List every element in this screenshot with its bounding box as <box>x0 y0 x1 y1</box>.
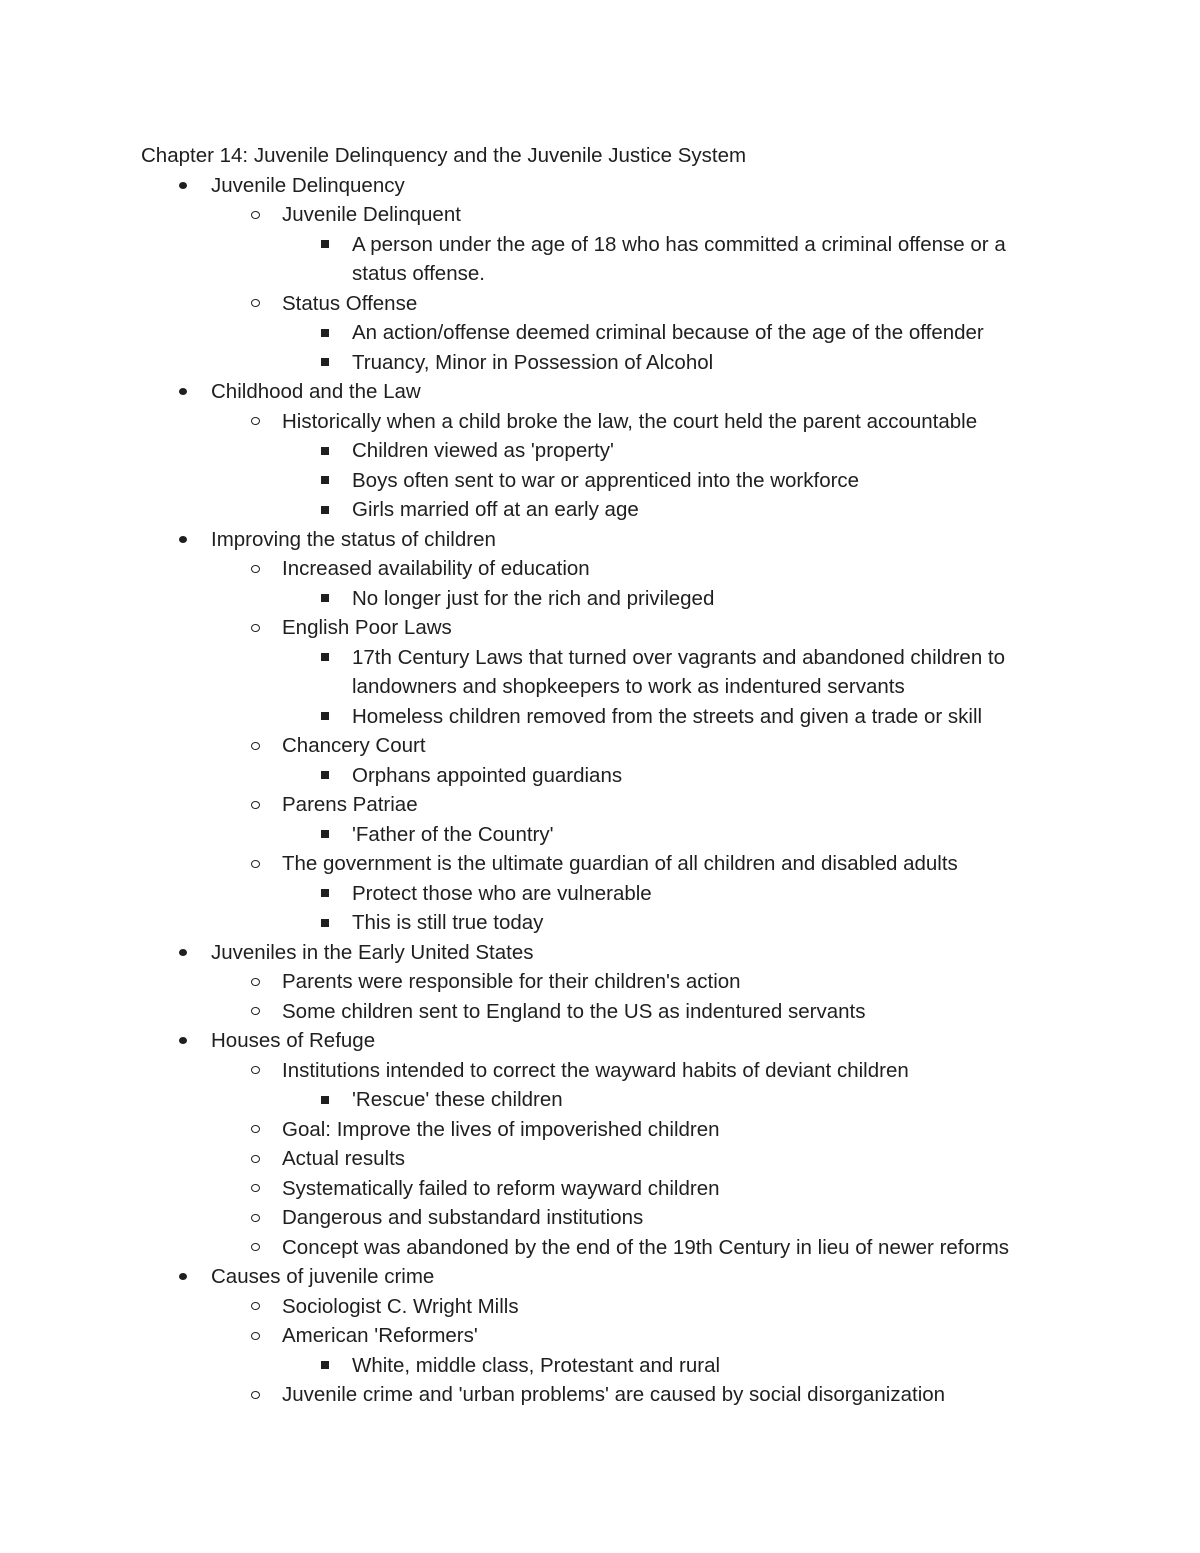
outline-item-level-3 <box>141 643 1061 702</box>
bullet-circle-icon <box>247 289 263 319</box>
outline-item-level-1 <box>141 171 1061 201</box>
outline-item-level-2 <box>141 1321 1061 1351</box>
outline-item-level-3 <box>141 879 1061 909</box>
bullet-circle-icon <box>247 1292 263 1322</box>
bullet-circle-icon <box>247 1321 263 1351</box>
outline-item-level-3 <box>141 436 1061 466</box>
outline-item-text: Sociologist C. Wright Mills <box>282 1294 519 1318</box>
outline-item-text: Institutions intended to correct the wayward habits of deviant children <box>282 1058 909 1082</box>
outline-item-text: This is still true today <box>352 911 544 934</box>
outline-item-text: Status Offense <box>282 291 418 315</box>
document-page <box>141 141 1061 1410</box>
outline-item-text: English Poor Laws <box>282 616 452 639</box>
bullet-circle-icon <box>247 790 263 820</box>
outline-item-level-2 <box>141 1144 1061 1174</box>
outline-item-text: Causes of juvenile crime <box>211 1265 435 1288</box>
outline-item-level-2 <box>141 1203 1061 1233</box>
outline-item-level-3 <box>141 761 1061 791</box>
outline-item-level-2 <box>141 1056 1061 1086</box>
outline-item-level-3 <box>141 702 1061 732</box>
outline-item-text: Concept was abandoned by the end of the 19th Century in lieu of newer reforms <box>282 1235 1010 1259</box>
bullet-circle-icon <box>247 1144 263 1174</box>
outline-item-text: American 'Reformers' <box>282 1324 478 1347</box>
outline-item-text: Parens Patriae <box>282 793 418 816</box>
outline-item-text: An action/offense deemed criminal because of the age of the offender <box>352 321 984 344</box>
bullet-circle-icon <box>247 554 263 584</box>
bullet-circle-icon <box>247 967 263 997</box>
outline-item-text: 'Father of the Country' <box>352 822 554 846</box>
outline-item-level-1 <box>141 377 1061 407</box>
outline-item-level-3 <box>141 820 1061 850</box>
outline-item-text: Some children sent to England to the US as indentured servants <box>282 999 866 1023</box>
document-title: Chapter 14: Juvenile Delinquency and the Juvenile Justice System <box>141 144 747 167</box>
outline-item-text: Parents were responsible for their children's action <box>282 970 741 993</box>
outline-item-text: Orphans appointed guardians <box>352 763 623 787</box>
outline-item-text: Improving the status of children <box>211 527 496 551</box>
bullet-square-icon <box>317 1351 333 1381</box>
bullet-circle-icon <box>247 1203 263 1233</box>
outline-item-level-2 <box>141 407 1061 437</box>
outline-item-level-3 <box>141 466 1061 496</box>
outline-item-level-2 <box>141 200 1061 230</box>
bullet-circle-icon <box>247 997 263 1027</box>
outline-item-level-1 <box>141 1026 1061 1056</box>
outline-list <box>141 171 1061 1410</box>
outline-item-text: 17th Century Laws that turned over vagrants and abandoned children to landowners and shopkeepers to work as indentured servants <box>352 645 1006 698</box>
bullet-square-icon <box>317 466 333 496</box>
outline-item-text: Dangerous and substandard institutions <box>282 1206 644 1229</box>
bullet-circle-icon <box>247 407 263 437</box>
outline-item-level-2 <box>141 554 1061 584</box>
outline-item-level-2 <box>141 289 1061 319</box>
outline-item-text: Childhood and the Law <box>211 380 421 403</box>
bullet-square-icon <box>317 702 333 732</box>
outline-item-text: Children viewed as 'property' <box>352 439 614 462</box>
outline-item-text: Goal: Improve the lives of impoverished children <box>282 1117 720 1141</box>
outline-item-level-1 <box>141 1262 1061 1292</box>
outline-item-text: The government is the ultimate guardian of all children and disabled adults <box>282 852 958 875</box>
bullet-dot-icon <box>175 1262 191 1292</box>
bullet-square-icon <box>317 908 333 938</box>
bullet-square-icon <box>317 436 333 466</box>
outline-item-text: Homeless children removed from the streets and given a trade or skill <box>352 704 983 728</box>
outline-item-text: Juvenile Delinquent <box>282 203 461 226</box>
bullet-square-icon <box>317 820 333 850</box>
bullet-square-icon <box>317 495 333 525</box>
outline-item-level-3 <box>141 1351 1061 1381</box>
outline-item-text: Chancery Court <box>282 734 426 757</box>
bullet-circle-icon <box>247 1380 263 1410</box>
bullet-circle-icon <box>247 1174 263 1204</box>
outline-item-text: Juvenile Delinquency <box>211 173 405 197</box>
outline-item-text: No longer just for the rich and privileged <box>352 586 715 610</box>
outline-item-level-3 <box>141 584 1061 614</box>
outline-item-level-2 <box>141 1292 1061 1322</box>
outline-item-level-2 <box>141 967 1061 997</box>
outline-item-level-1 <box>141 525 1061 555</box>
outline-item-level-2 <box>141 1115 1061 1145</box>
outline-item-text: Historically when a child broke the law, the court held the parent accountable <box>282 409 978 433</box>
outline-item-level-2 <box>141 997 1061 1027</box>
bullet-square-icon <box>317 643 333 673</box>
outline-item-level-3 <box>141 318 1061 348</box>
outline-item-text: A person under the age of 18 who has committed a criminal offense or a status offense. <box>352 232 1006 285</box>
bullet-square-icon <box>317 318 333 348</box>
outline-item-text: Houses of Refuge <box>211 1029 376 1052</box>
outline-item-level-3 <box>141 348 1061 378</box>
outline-item-level-2 <box>141 731 1061 761</box>
bullet-square-icon <box>317 584 333 614</box>
bullet-square-icon <box>317 348 333 378</box>
bullet-circle-icon <box>247 1233 263 1263</box>
outline-item-text: Protect those who are vulnerable <box>352 881 652 905</box>
outline-item-text: Girls married off at an early age <box>352 498 639 521</box>
bullet-square-icon <box>317 1085 333 1115</box>
outline-item-level-2 <box>141 1174 1061 1204</box>
outline-item-level-3 <box>141 495 1061 525</box>
outline-item-level-3 <box>141 908 1061 938</box>
outline-item-level-2 <box>141 613 1061 643</box>
bullet-circle-icon <box>247 1115 263 1145</box>
outline-item-text: Systematically failed to reform wayward children <box>282 1176 720 1200</box>
outline-item-text: White, middle class, Protestant and rural <box>352 1353 721 1377</box>
bullet-circle-icon <box>247 613 263 643</box>
bullet-dot-icon <box>175 525 191 555</box>
bullet-circle-icon <box>247 200 263 230</box>
bullet-circle-icon <box>247 849 263 879</box>
bullet-dot-icon <box>175 171 191 201</box>
outline-item-level-3 <box>141 230 1061 289</box>
outline-item-text: Truancy, Minor in Possession of Alcohol <box>352 350 714 374</box>
bullet-square-icon <box>317 761 333 791</box>
outline-item-text: Juvenile crime and 'urban problems' are caused by social disorganization <box>282 1383 946 1406</box>
outline-item-level-1 <box>141 938 1061 968</box>
bullet-square-icon <box>317 230 333 260</box>
bullet-square-icon <box>317 879 333 909</box>
outline-item-text: Actual results <box>282 1147 406 1170</box>
bullet-circle-icon <box>247 731 263 761</box>
outline-item-text: Boys often sent to war or apprenticed into the workforce <box>352 468 860 492</box>
outline-item-level-2 <box>141 849 1061 879</box>
outline-item-text: Increased availability of education <box>282 557 590 580</box>
bullet-dot-icon <box>175 938 191 968</box>
outline-item-text: 'Rescue' these children <box>352 1088 563 1111</box>
bullet-circle-icon <box>247 1056 263 1086</box>
outline-item-level-2 <box>141 1380 1061 1410</box>
outline-item-level-3 <box>141 1085 1061 1115</box>
bullet-dot-icon <box>175 1026 191 1056</box>
outline-item-level-2 <box>141 790 1061 820</box>
outline-item-level-2 <box>141 1233 1061 1263</box>
outline-item-text: Juveniles in the Early United States <box>211 940 534 964</box>
bullet-dot-icon <box>175 377 191 407</box>
